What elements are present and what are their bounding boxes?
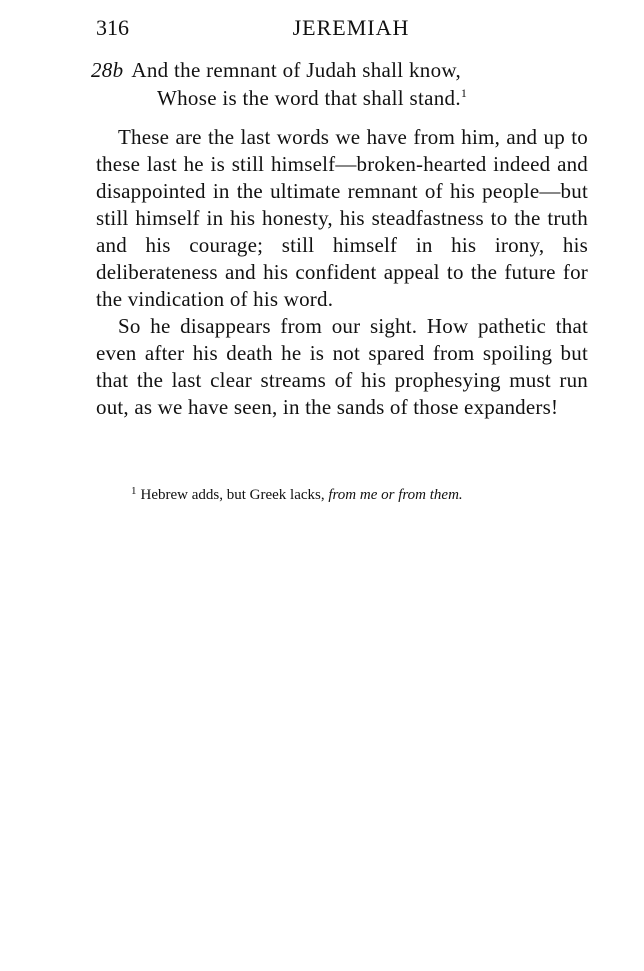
footnote-italic-text: from me or from them. (328, 487, 463, 503)
footnote-number: 1 (131, 485, 137, 497)
page-number: 316 (96, 15, 129, 40)
footnote (131, 484, 591, 506)
paragraph-1: These are the last words we have from him, and up to these last he is still himself—broken-hearted indeed and disappointed in the ultimate remnant of his people—but still himself in his honesty, his steadfastness to the truth and his courage; still himself in his irony, his deliberateness and his confident appeal to the future for the vindication of his word. (96, 125, 588, 311)
paragraph-2: So he disappears from our sight. How pathetic that even after his death he is not spared from spoiling but that the last clear streams of his prophesying must run out, as we have seen, in the sands of those expanders! (96, 314, 588, 419)
verse-line-2 (91, 84, 591, 112)
verse-quotation (91, 56, 591, 112)
running-head (96, 12, 588, 44)
footnote-reference: 1 (460, 86, 468, 100)
verse-line-2-text: Whose is the word that shall stand. (157, 86, 461, 110)
footnote-text: Hebrew adds, but Greek lacks, (140, 487, 325, 503)
verse-line-1-text: And the remnant of Judah shall know, (131, 58, 462, 82)
body-text (96, 124, 588, 421)
verse-line-1 (91, 56, 591, 84)
running-title: JEREMIAH (292, 15, 410, 40)
verse-number: 28b (91, 58, 124, 82)
